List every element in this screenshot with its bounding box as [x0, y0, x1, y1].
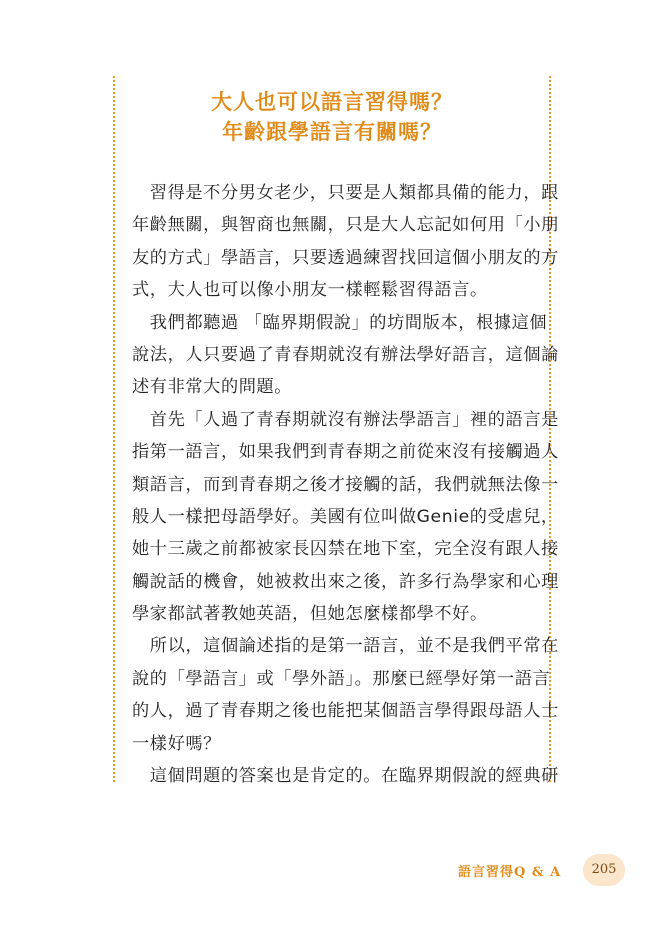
body-line: 學家都試著教她英語，但她怎麼樣都學不好。 [132, 604, 488, 625]
body-line: 她十三歲之前都被家長囚禁在地下室，完全沒有跟人接 [132, 539, 559, 560]
body-line: 友的方式」學語言，只要透過練習找回這個小朋友的方 [132, 247, 559, 268]
running-footer: 語言習得Q & A [458, 865, 562, 880]
body-line: 的人，過了青春期之後也能把某個語言學得跟母語人士 [132, 701, 559, 722]
section-title-line-2: 年齡跟學語言有關嗎？ [222, 119, 442, 144]
left-dotted-rule [113, 76, 115, 782]
page-number-badge: 205 [583, 854, 625, 886]
body-text [132, 177, 559, 792]
body-line: 述有非常大的問題。 [132, 377, 293, 398]
body-line: 年齡無關，與智商也無關，只是大人忘記如何用「小朋 [132, 215, 559, 236]
body-line: 所以，這個論述指的是第一語言，並不是我們平常在 [132, 636, 559, 657]
body-line: 指第一語言，如果我們到青春期之前從來沒有接觸過人 [132, 442, 559, 463]
body-line: 觸說話的機會，她被救出來之後，許多行為學家和心理 [132, 571, 559, 592]
body-line: 首先「人過了青春期就沒有辦法學語言」裡的語言是 [132, 409, 559, 430]
body-line: 類語言，而到青春期之後才接觸的話，我們就無法像一 [132, 474, 559, 495]
body-line: 習得是不分男女老少，只要是人類都具備的能力，跟 [132, 183, 559, 203]
section-title-line-1: 大人也可以語言習得嗎？ [211, 89, 453, 114]
body-line: 式，大人也可以像小朋友一樣輕鬆習得語言。 [132, 280, 488, 301]
body-line: 說法，人只要過了青春期就沒有辦法學好語言，這個論 [132, 344, 559, 365]
body-line: 般人一樣把母語學好。美國有位叫做Genie的受虐兒， [132, 506, 559, 527]
body-line: 這個問題的答案也是肯定的。在臨界期假說的經典研 [132, 766, 559, 787]
body-line: 我們都聽過 「臨界期假說」的坊間版本，根據這個 [132, 312, 548, 333]
body-line: 一樣好嗎？ [132, 733, 221, 754]
body-line: 說的「學語言」或「學外語」。那麼已經學好第一語言 [132, 668, 551, 689]
